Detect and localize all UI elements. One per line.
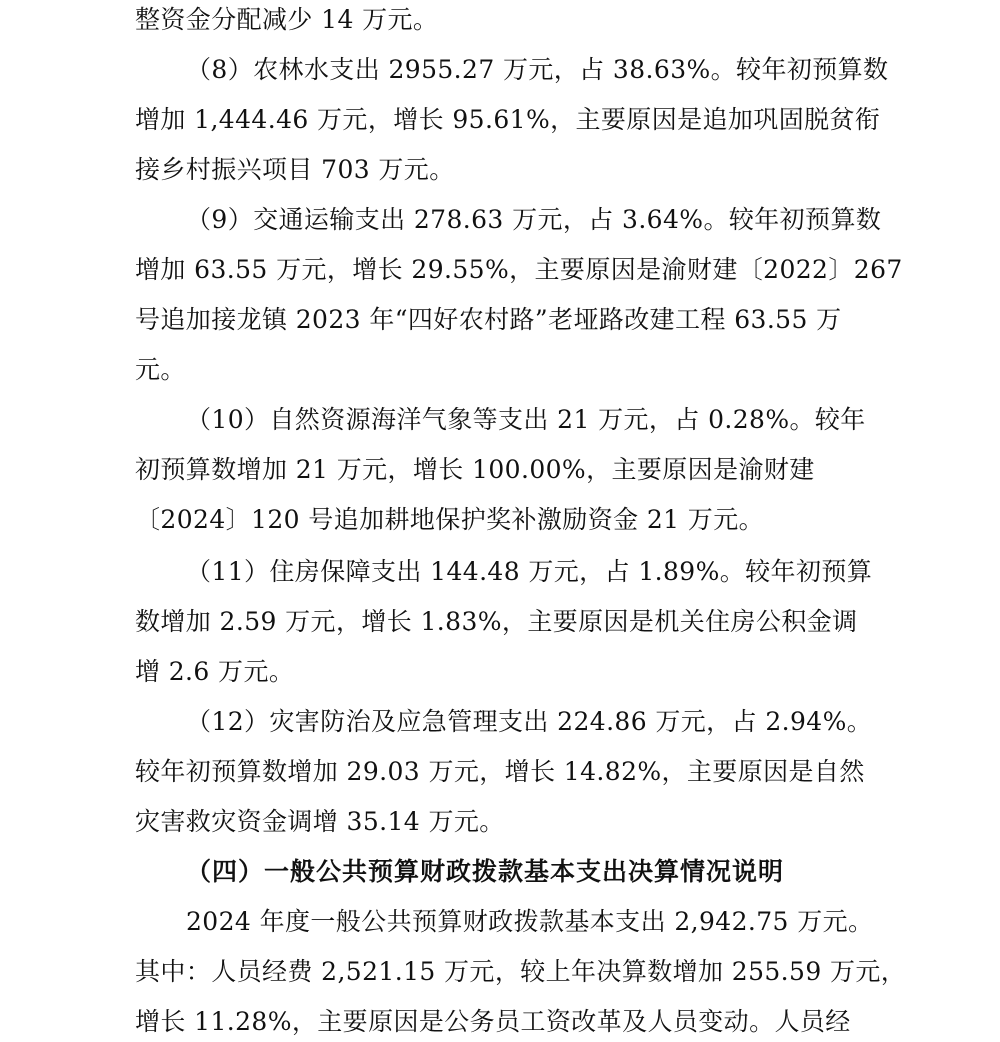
paragraph-10-line-1: （10）自然资源海洋气象等支出 21 万元，占 0.28%。较年 bbox=[186, 405, 866, 434]
text-line: 〔2024〕120 号追加耕地保护奖补激励资金 21 万元。 bbox=[135, 505, 764, 534]
text-line: 数增加 2.59 万元，增长 1.83%，主要原因是机关住房公积金调 bbox=[135, 607, 858, 636]
text-line: 增加 63.55 万元，增长 29.55%，主要原因是渝财建〔2022〕267 bbox=[135, 255, 903, 284]
text-line: 接乡村振兴项目 703 万元。 bbox=[135, 155, 455, 184]
text-line: 较年初预算数增加 29.03 万元，增长 14.82%，主要原因是自然 bbox=[135, 757, 865, 786]
text-line: 增加 1,444.46 万元，增长 95.61%，主要原因是追加巩固脱贫衔 bbox=[135, 105, 881, 134]
basic-expenditure-line-1: 2024 年度一般公共预算财政拨款基本支出 2,942.75 万元。 bbox=[186, 907, 874, 936]
paragraph-9-line-1: （9）交通运输支出 278.63 万元，占 3.64%。较年初预算数 bbox=[186, 205, 882, 234]
text-line: 初预算数增加 21 万元，增长 100.00%，主要原因是渝财建 bbox=[135, 455, 815, 484]
paragraph-12-line-1: （12）灾害防治及应急管理支出 224.86 万元，占 2.94%。 bbox=[186, 707, 873, 736]
text-line: 其中：人员经费 2,521.15 万元，较上年决算数增加 255.59 万元， bbox=[135, 957, 907, 986]
text-line: 元。 bbox=[135, 355, 186, 384]
section-heading: （四）一般公共预算财政拨款基本支出决算情况说明 bbox=[186, 857, 785, 886]
paragraph-8-line-1: （8）农林水支出 2955.27 万元，占 38.63%。较年初预算数 bbox=[186, 55, 889, 84]
paragraph-11-line-1: （11）住房保障支出 144.48 万元，占 1.89%。较年初预算 bbox=[186, 557, 873, 586]
text-line: 增长 11.28%，主要原因是公务员工资改革及人员变动。人员经 bbox=[135, 1007, 851, 1036]
text-line: 号追加接龙镇 2023 年“四好农村路”老垭路改建工程 63.55 万 bbox=[135, 305, 842, 334]
text-line: 增 2.6 万元。 bbox=[135, 657, 295, 686]
text-line: 灾害救灾资金调增 35.14 万元。 bbox=[135, 807, 505, 836]
text-line: 整资金分配减少 14 万元。 bbox=[135, 5, 439, 34]
